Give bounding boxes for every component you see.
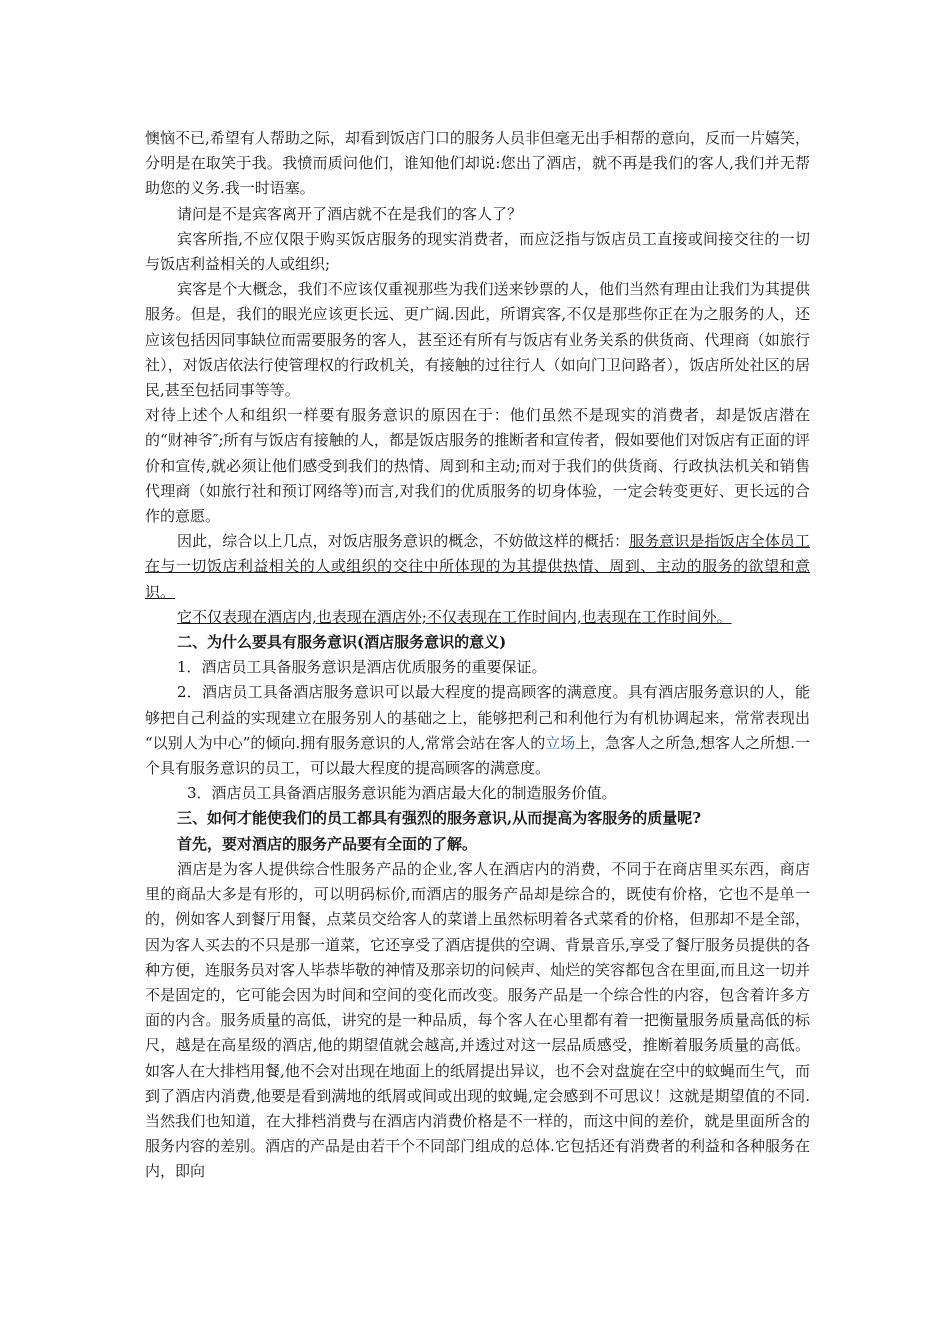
paragraph-5: 对待上述个人和组织一样要有服务意识的原因在于：他们虽然不是现实的消费者，却是饭店潜在的“财神爷″;所有与饭店有接触的人，都是饭店服务的推断者和宣传者，假如要他们对饭店有正面的评价和宣传,就必须让他们感受到我们的热情、周到和主动;而对于我们的供货商、行政执法机关和销售代理商（如旅行社和预订网络等)而言,对我们的优质服务的切身体验，一定会转变更好、更长远的合作的意愿。 xyxy=(145,406,810,526)
paragraph-3: 宾客所指,不应仅限于购买饭店服务的现实消费者，而应泛指与饭店员工直接或间接交往的一切与饭店利益相关的人或组织; xyxy=(145,229,810,274)
point-1: 1．酒店员工具备服务意识是酒店优质服务的重要保证。 xyxy=(177,658,547,677)
point-3: 3．酒店员工具备酒店服务意识能为酒店最大化的制造服务价值。 xyxy=(187,784,617,803)
paragraph-4: 宾客是个大概念，我们不应该仅重视那些为我们送来钞票的人，他们当然有理由让我们为其提供服务。但是，我们的眼光应该更长远、更广阔.因此，所谓宾客,不仅是那些你正在为之服务的人，还应该包括因同事缺位而需要服务的客人，甚至还有所有与饭店有业务关系的供货商、代理商（如旅行社），对饭店依法行使管理权的行政机关，有接触的过往行人（如向门卫问路者），饭店所处社区的居民,甚至包括同事等等。 xyxy=(145,280,810,400)
section-heading-3: 三、如何才能使我们的员工都具有强烈的服务意识,从而提高为客服务的质量呢? xyxy=(177,809,702,828)
definition-lead: 因此，综合以上几点，对饭店服务意识的概念，不妨做这样的概括： xyxy=(177,532,630,551)
paragraph-1: 懊恼不已,希望有人帮助之际，却看到饭店门口的服务人员非但毫无出手相帮的意向，反而一片嬉笑，分明是在取笑于我。我愤而质问他们，谁知他们却说:您出了酒店，就不再是我们的客人,我们并无帮助您的义务.我一时语塞。 xyxy=(145,129,810,198)
point-2-text-b: 上，急客人之所急,想客人之所想.一个具有服务意识的员工，可以最大程度的提高顾客的满意度。 xyxy=(145,733,810,778)
paragraph-2: 请问是不是宾客离开了酒店就不在是我们的客人了？ xyxy=(177,204,523,223)
paragraph-7 xyxy=(145,605,810,630)
point-2-text-a: 2．酒店员工具备酒店服务意识可以最大程度的提高顾客的满意度。具有酒店服务意识的人，能够把自己利益的实现建立在服务别人的基础之上，能够把利己和利他行为有机协调起来，常常表现出 “以别人为中心”的倾向.拥有服务意识的人,常常会站在客人的 xyxy=(145,683,810,752)
document-page xyxy=(145,126,810,1185)
paragraph-11: 酒店是为客人提供综合性服务产品的企业,客人在酒店内的消费，不同于在商店里买东西，商店里的商品大多是有形的，可以明码标价,而酒店的服务产品却是综合的，既使有价格，它也不是单一的，例如客人到餐厅用餐，点菜员交给客人的菜谱上虽然标明着各式菜肴的价格，但那却不是全部，因为客人买去的不只是那一道菜，它还享受了酒店提供的空调、背景音乐,享受了餐厅服务员提供的各种方便，连服务员对客人毕恭毕敬的神情及那亲切的问候声、灿烂的笑容都包含在里面,而且这一切并不是固定的，它可能会因为时间和空间的变化而改变。服务产品是一个综合性的内容，包含着许多方面的内含。服务质量的高低，讲究的是一种品质，每个客人在心里都有着一把衡量服务质量高低的标尺，越是在高星级的酒店,他的期望值就会越高,并透过对这一层品质感受，推断着服务质量的高低。如客人在大排档用餐,他不会对出现在地面上的纸屑提出异议，也不会对盘旋在空中的蚊蝇而生气，而到了酒店内消费,他要是看到满地的纸屑或间或出现的蚊蝇,定会感到不可思议！这就是期望值的不同.当然我们也知道，在大排档消费与在酒店内消费价格是不一样的，而这中间的差价，就是里面所含的服务内容的差别。酒店的产品是由若干个不同部门组成的总体.它包括还有消费者的利益和各种服务在内，即向 xyxy=(145,859,810,1181)
subheading-first: 首先，要对酒店的服务产品要有全面的了解。 xyxy=(177,834,478,853)
paragraph-6 xyxy=(145,529,810,605)
section-heading-2: 二、为什么要具有服务意识(酒店服务意识的意义) xyxy=(177,633,507,652)
service-awareness-definition: 服务意识是指饭店全体员工在与一切饭店利益相关的人或组织的交往中所体现的为其提供热情、周到、主动的服务的欲望和意识。 xyxy=(145,532,810,601)
paragraph-7-text: 它不仅表现在酒店内,也表现在酒店外;不仅表现在工作时间内,也表现在工作时间外。 xyxy=(177,607,732,626)
point-2 xyxy=(145,680,810,781)
stance-link[interactable]: 立场 xyxy=(545,733,576,752)
